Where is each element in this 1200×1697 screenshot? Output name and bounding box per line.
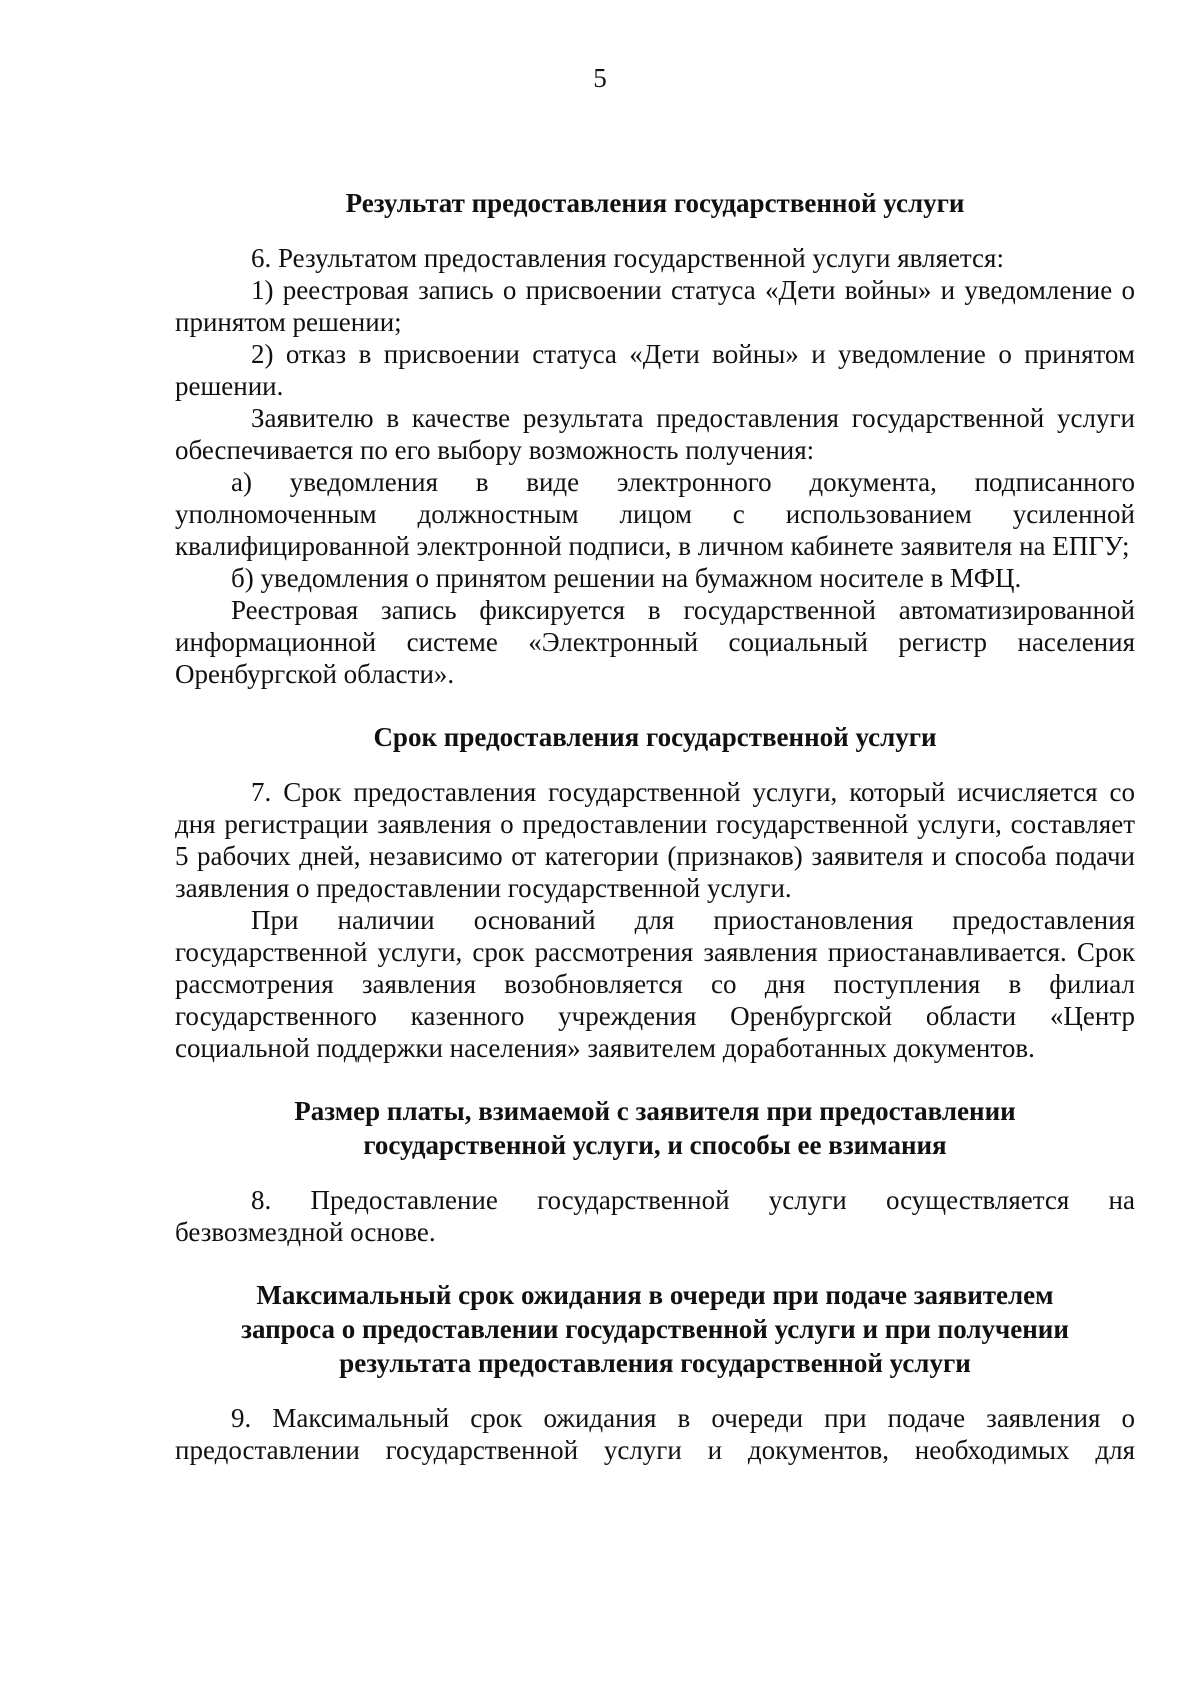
paragraph: 9. Максимальный срок ожидания в очереди при подаче заявления о предоставлении государственной услуги и документов, необходимых для: [175, 1403, 1135, 1465]
section-heading: [175, 1094, 1135, 1162]
page-number: 5: [593, 63, 607, 93]
section-fee: [175, 1094, 1135, 1248]
paragraph: а) уведомления в виде электронного документа, подписанного уполномоченным должностным лицом с использованием усиленной квалифицированной электронной подписи, в личном кабинете заявителя на ЕПГУ;: [175, 467, 1135, 561]
heading-line: Размер платы, взимаемой с заявителя при предоставлении: [294, 1096, 1016, 1126]
section-term: [175, 720, 1135, 1064]
paragraph: 7. Срок предоставления государственной услуги, который исчисляется со дня регистрации заявления о предоставлении государственной услуги, составляет 5 рабочих дней, независимо от категории (признаков) заявителя и способа подачи заявления о предоставлении государственной услуги.: [175, 777, 1135, 903]
paragraph: 8. Предоставление государственной услуги осуществляется на безвозмездной основе.: [175, 1185, 1135, 1247]
section-result: [175, 186, 1135, 690]
paragraph: Реестровая запись фиксируется в государственной автоматизированной информационной системе «Электронный социальный регистр населения Оренбургской области».: [175, 595, 1135, 689]
section-heading: [175, 1278, 1135, 1380]
paragraph: б) уведомления о принятом решении на бумажном носителе в МФЦ.: [231, 563, 1022, 593]
section-heading: Результат предоставления государственной услуги: [345, 188, 965, 218]
section-queue: [175, 1278, 1135, 1466]
paragraph: 6. Результатом предоставления государственной услуги является:: [251, 243, 1004, 273]
paragraph: 1) реестровая запись о присвоении статуса «Дети войны» и уведомление о принятом решении;: [175, 275, 1135, 337]
heading-line: государственной услуги, и способы ее взимания: [363, 1130, 947, 1160]
paragraph: 2) отказ в присвоении статуса «Дети войны» и уведомление о принятом решении.: [175, 339, 1135, 401]
document-body: [175, 186, 1135, 1466]
heading-line: Максимальный срок ожидания в очереди при подаче заявителем: [256, 1280, 1054, 1310]
section-heading: Срок предоставления государственной услуги: [373, 722, 937, 752]
paragraph: При наличии оснований для приостановления предоставления государственной услуги, срок рассмотрения заявления приостанавливается. Срок рассмотрения заявления возобновляется со дня поступления в филиал государственного казенного учреждения Оренбургской области «Центр социальной поддержки населения» заявителем доработанных документов.: [175, 905, 1135, 1063]
heading-line: запроса о предоставлении государственной услуги и при получении: [241, 1314, 1069, 1344]
heading-line: результата предоставления государственной услуги: [339, 1348, 971, 1378]
paragraph: Заявителю в качестве результата предоставления государственной услуги обеспечивается по его выбору возможность получения:: [175, 403, 1135, 465]
